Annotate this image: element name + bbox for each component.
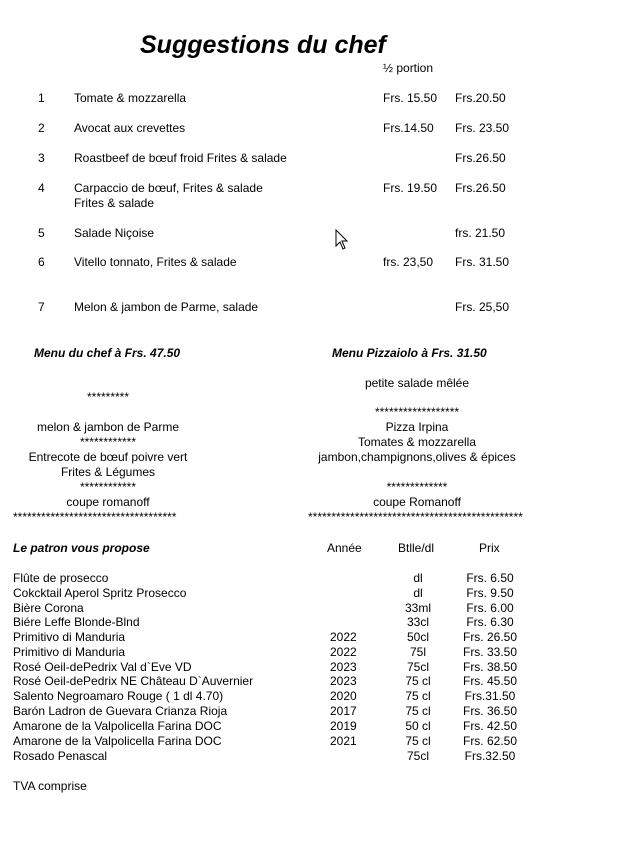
menu-line: *********************************** [13,510,177,524]
drink-size: 33ml [404,601,431,615]
drink-name: Barón Ladron de Guevara Crianza Rioja [13,704,228,718]
drink-name: Flûte de prosecco [13,571,109,585]
drink-year: 2021 [330,734,357,748]
drink-price: Frs. 42.50 [462,719,518,733]
drink-year: 2023 [330,674,357,688]
col-header-year: Année [327,541,362,555]
drink-size: 75l [409,645,426,659]
drink-name: Bière Corona [13,601,84,615]
drink-size: 75cl [406,749,429,763]
dish-number: 6 [38,255,45,269]
dish-name: Vitello tonnato, Frites & salade [74,255,237,269]
menu-line: ************* [386,480,448,494]
drink-size: 50cl [406,630,429,644]
drink-name: Salento Negroamaro Rouge ( 1 dl 4.70) [13,689,224,703]
drink-size: 50 cl [405,719,431,733]
menu-line: ************ [79,435,137,449]
dish-number: 5 [38,226,45,240]
dish-full-price: frs. 21.50 [455,226,506,240]
drink-year: 2020 [330,689,357,703]
drink-size: 75 cl [405,704,431,718]
drink-name: Primitivo di Manduria [13,645,126,659]
menu-line: ****************** [374,405,460,419]
drink-price: Frs. 9.50 [466,586,514,600]
dish-name: Tomate & mozzarella [74,91,187,105]
footer-note: TVA comprise [13,779,87,793]
menu-line: ********* [86,390,130,404]
drink-price: Frs. 6.00 [466,601,514,615]
drink-size: 33cl [406,615,429,629]
dish-name: Avocat aux crevettes [74,121,186,135]
drink-price: Frs.32.50 [464,749,516,763]
dish-number: 1 [38,91,45,105]
drink-price: Frs. 6.30 [466,615,514,629]
menu-line: coupe romanoff [66,495,150,509]
drinks-title: Le patron vous propose [13,541,150,555]
dish-number: 2 [38,121,45,135]
drink-year: 2019 [330,719,357,733]
dish-number: 7 [38,300,45,314]
menu-chef-title: Menu du chef à Frs. 47.50 [34,346,181,360]
drink-name: Rosé Oeil-dePedrix NE Château D`Auvernier [13,674,254,688]
drink-name: Amarone de la Valpolicella Farina DOC [13,719,222,733]
menu-line: melon & jambon de Parme [36,420,180,434]
half-portion-header: ½ portion [383,61,434,75]
dish-name-line2: Frites & salade [74,196,155,210]
dish-name: Melon & jambon de Parme, salade [74,300,259,314]
page-title: Suggestions du chef [140,31,386,59]
menu-line: Entrecote de bœuf poivre vert [28,450,188,464]
drink-name: Rosé Oeil-dePedrix Val d`Eve VD [13,660,192,674]
dish-half-price: Frs. 19.50 [383,181,438,195]
drink-name: Rosado Penascal [13,749,108,763]
dish-half-price: Frs. 15.50 [383,91,438,105]
menu-line: petite salade mêlée [364,376,470,390]
col-header-price: Prix [479,541,500,555]
drink-price: Frs. 38.50 [462,660,518,674]
mouse-cursor-icon [335,229,349,251]
drink-size: dl [413,571,423,585]
drink-size: dl [413,586,423,600]
drink-price: Frs. 45.50 [462,674,518,688]
menu-line: ********************************************** [308,510,523,524]
dish-half-price: Frs.14.50 [383,121,434,135]
dish-number: 3 [38,151,45,165]
dish-full-price: Frs. 23.50 [455,121,510,135]
drink-size: 75 cl [405,734,431,748]
drink-year: 2023 [330,660,357,674]
drink-price: Frs. 33.50 [462,645,518,659]
menu-pizzaiolo-title: Menu Pizzaiolo à Frs. 31.50 [332,346,487,360]
dish-full-price: Frs.26.50 [455,181,506,195]
menu-line: coupe Romanoff [373,495,461,509]
dish-half-price: frs. 23,50 [383,255,434,269]
menu-line: jambon,champignons,olives & épices [318,450,516,464]
menu-line: Pizza Irpina [385,420,449,434]
dish-name: Salade Niçoise [74,226,155,240]
dish-name: Carpaccio de bœuf, Frites & salade [74,181,263,195]
dish-full-price: Frs. 31.50 [455,255,510,269]
drink-year: 2022 [330,630,357,644]
drink-price: Frs. 62.50 [462,734,518,748]
drink-price: Frs. 6.50 [466,571,514,585]
drink-name: Biére Leffe Blonde-Blnd [13,615,140,629]
dish-name: Roastbeef de bœuf froid Frites & salade [74,151,287,165]
drink-size: 75 cl [405,674,431,688]
drink-year: 2022 [330,645,357,659]
drink-price: Frs. 36.50 [462,704,518,718]
col-header-size: Btlle/dl [398,541,435,555]
drink-size: 75cl [406,660,429,674]
drink-size: 75 cl [405,689,431,703]
drink-price: Frs.31.50 [464,689,516,703]
drink-name: Amarone de la Valpolicella Farina DOC [13,734,222,748]
dish-full-price: Frs. 25,50 [455,300,510,314]
menu-line: ************ [79,480,137,494]
drink-name: Cokcktail Aperol Spritz Prosecco [13,586,187,600]
dish-full-price: Frs.20.50 [455,91,506,105]
drink-year: 2017 [330,704,357,718]
menu-line: Tomates & mozzarella [357,435,477,449]
dish-full-price: Frs.26.50 [455,151,506,165]
drink-price: Frs. 26.50 [462,630,518,644]
menu-line: Frites & Légumes [60,465,156,479]
dish-number: 4 [38,181,45,195]
drink-name: Primitivo di Manduria [13,630,126,644]
